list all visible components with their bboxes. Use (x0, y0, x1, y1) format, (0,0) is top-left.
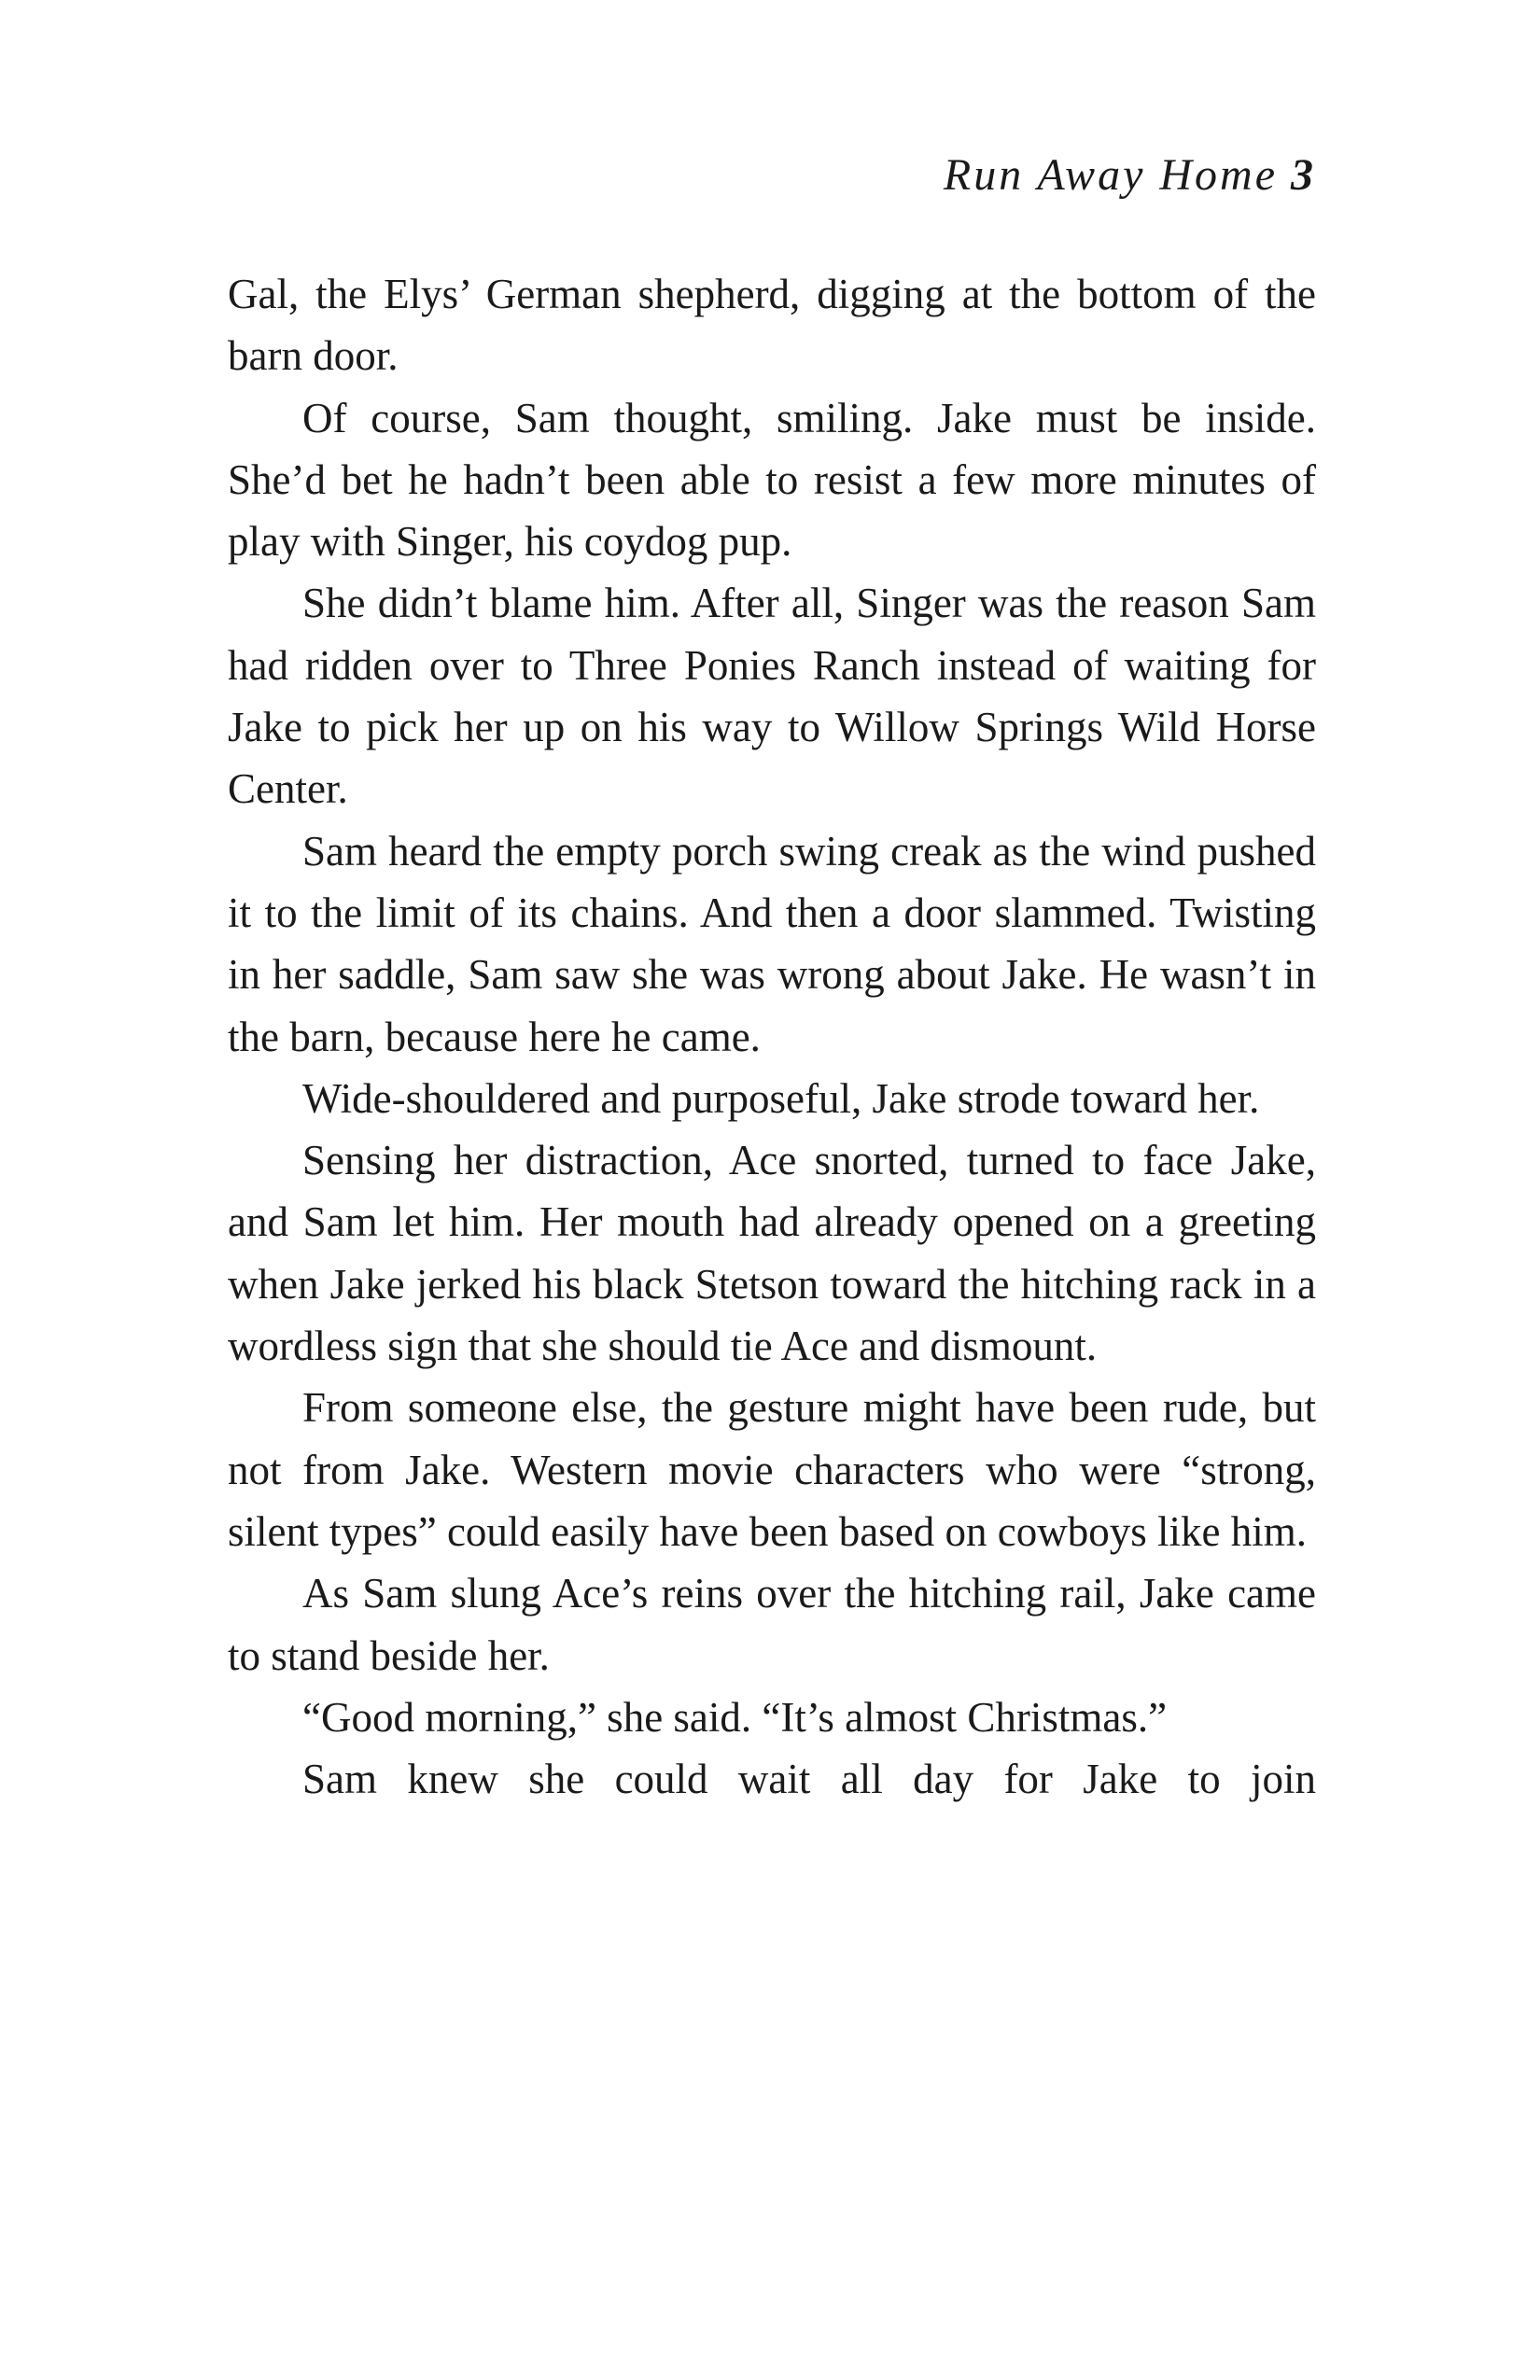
paragraph-8: As Sam slung Ace’s reins over the hitching rail, Jake came to stand beside her. (228, 1570, 1316, 1679)
paragraph-10: Sam knew she could wait all day for Jake to join (302, 1756, 1316, 1803)
running-head (943, 150, 1316, 200)
paragraph-6: Sensing her distraction, Ace snorted, turned to face Jake, and Sam let him. Her mouth had already opened on a greeting when Jake jerked his black Stetson toward the hitching rack in a wordless sign that she should tie Ace and dismount. (228, 1137, 1316, 1370)
paragraph-4: Sam heard the empty porch swing creak as the wind pushed it to the limit of its chains. And then a door slammed. Twisting in her saddle, Sam saw she was wrong about Jake. He wasn’t in the barn, because here he came. (228, 827, 1316, 1060)
page-number: 3 (1291, 150, 1316, 200)
paragraph-3: She didn’t blame him. After all, Singer was the reason Sam had ridden over to Three Ponies Ranch instead of waiting for Jake to pick her up on his way to Willow Springs Wild Horse Center. (228, 580, 1316, 813)
paragraph-9: “Good morning,” she said. “It’s almost Christmas.” (302, 1693, 1168, 1741)
paragraph-7: From someone else, the gesture might have been rude, but not from Jake. Western movie characters who were “strong, silent types” could easily have been based on cowboys like him. (228, 1384, 1316, 1555)
body-text (228, 263, 1316, 1810)
paragraph-5: Wide-shouldered and purposeful, Jake strode toward her. (302, 1074, 1260, 1122)
paragraph-1: Gal, the Elys’ German shepherd, digging at the bottom of the barn door. (228, 271, 1316, 380)
running-title: Run Away Home (943, 150, 1278, 200)
paragraph-2: Of course, Sam thought, smiling. Jake must be inside. She’d bet he hadn’t been able to resist a few more minutes of play with Singer, his coydog pup. (228, 394, 1316, 566)
